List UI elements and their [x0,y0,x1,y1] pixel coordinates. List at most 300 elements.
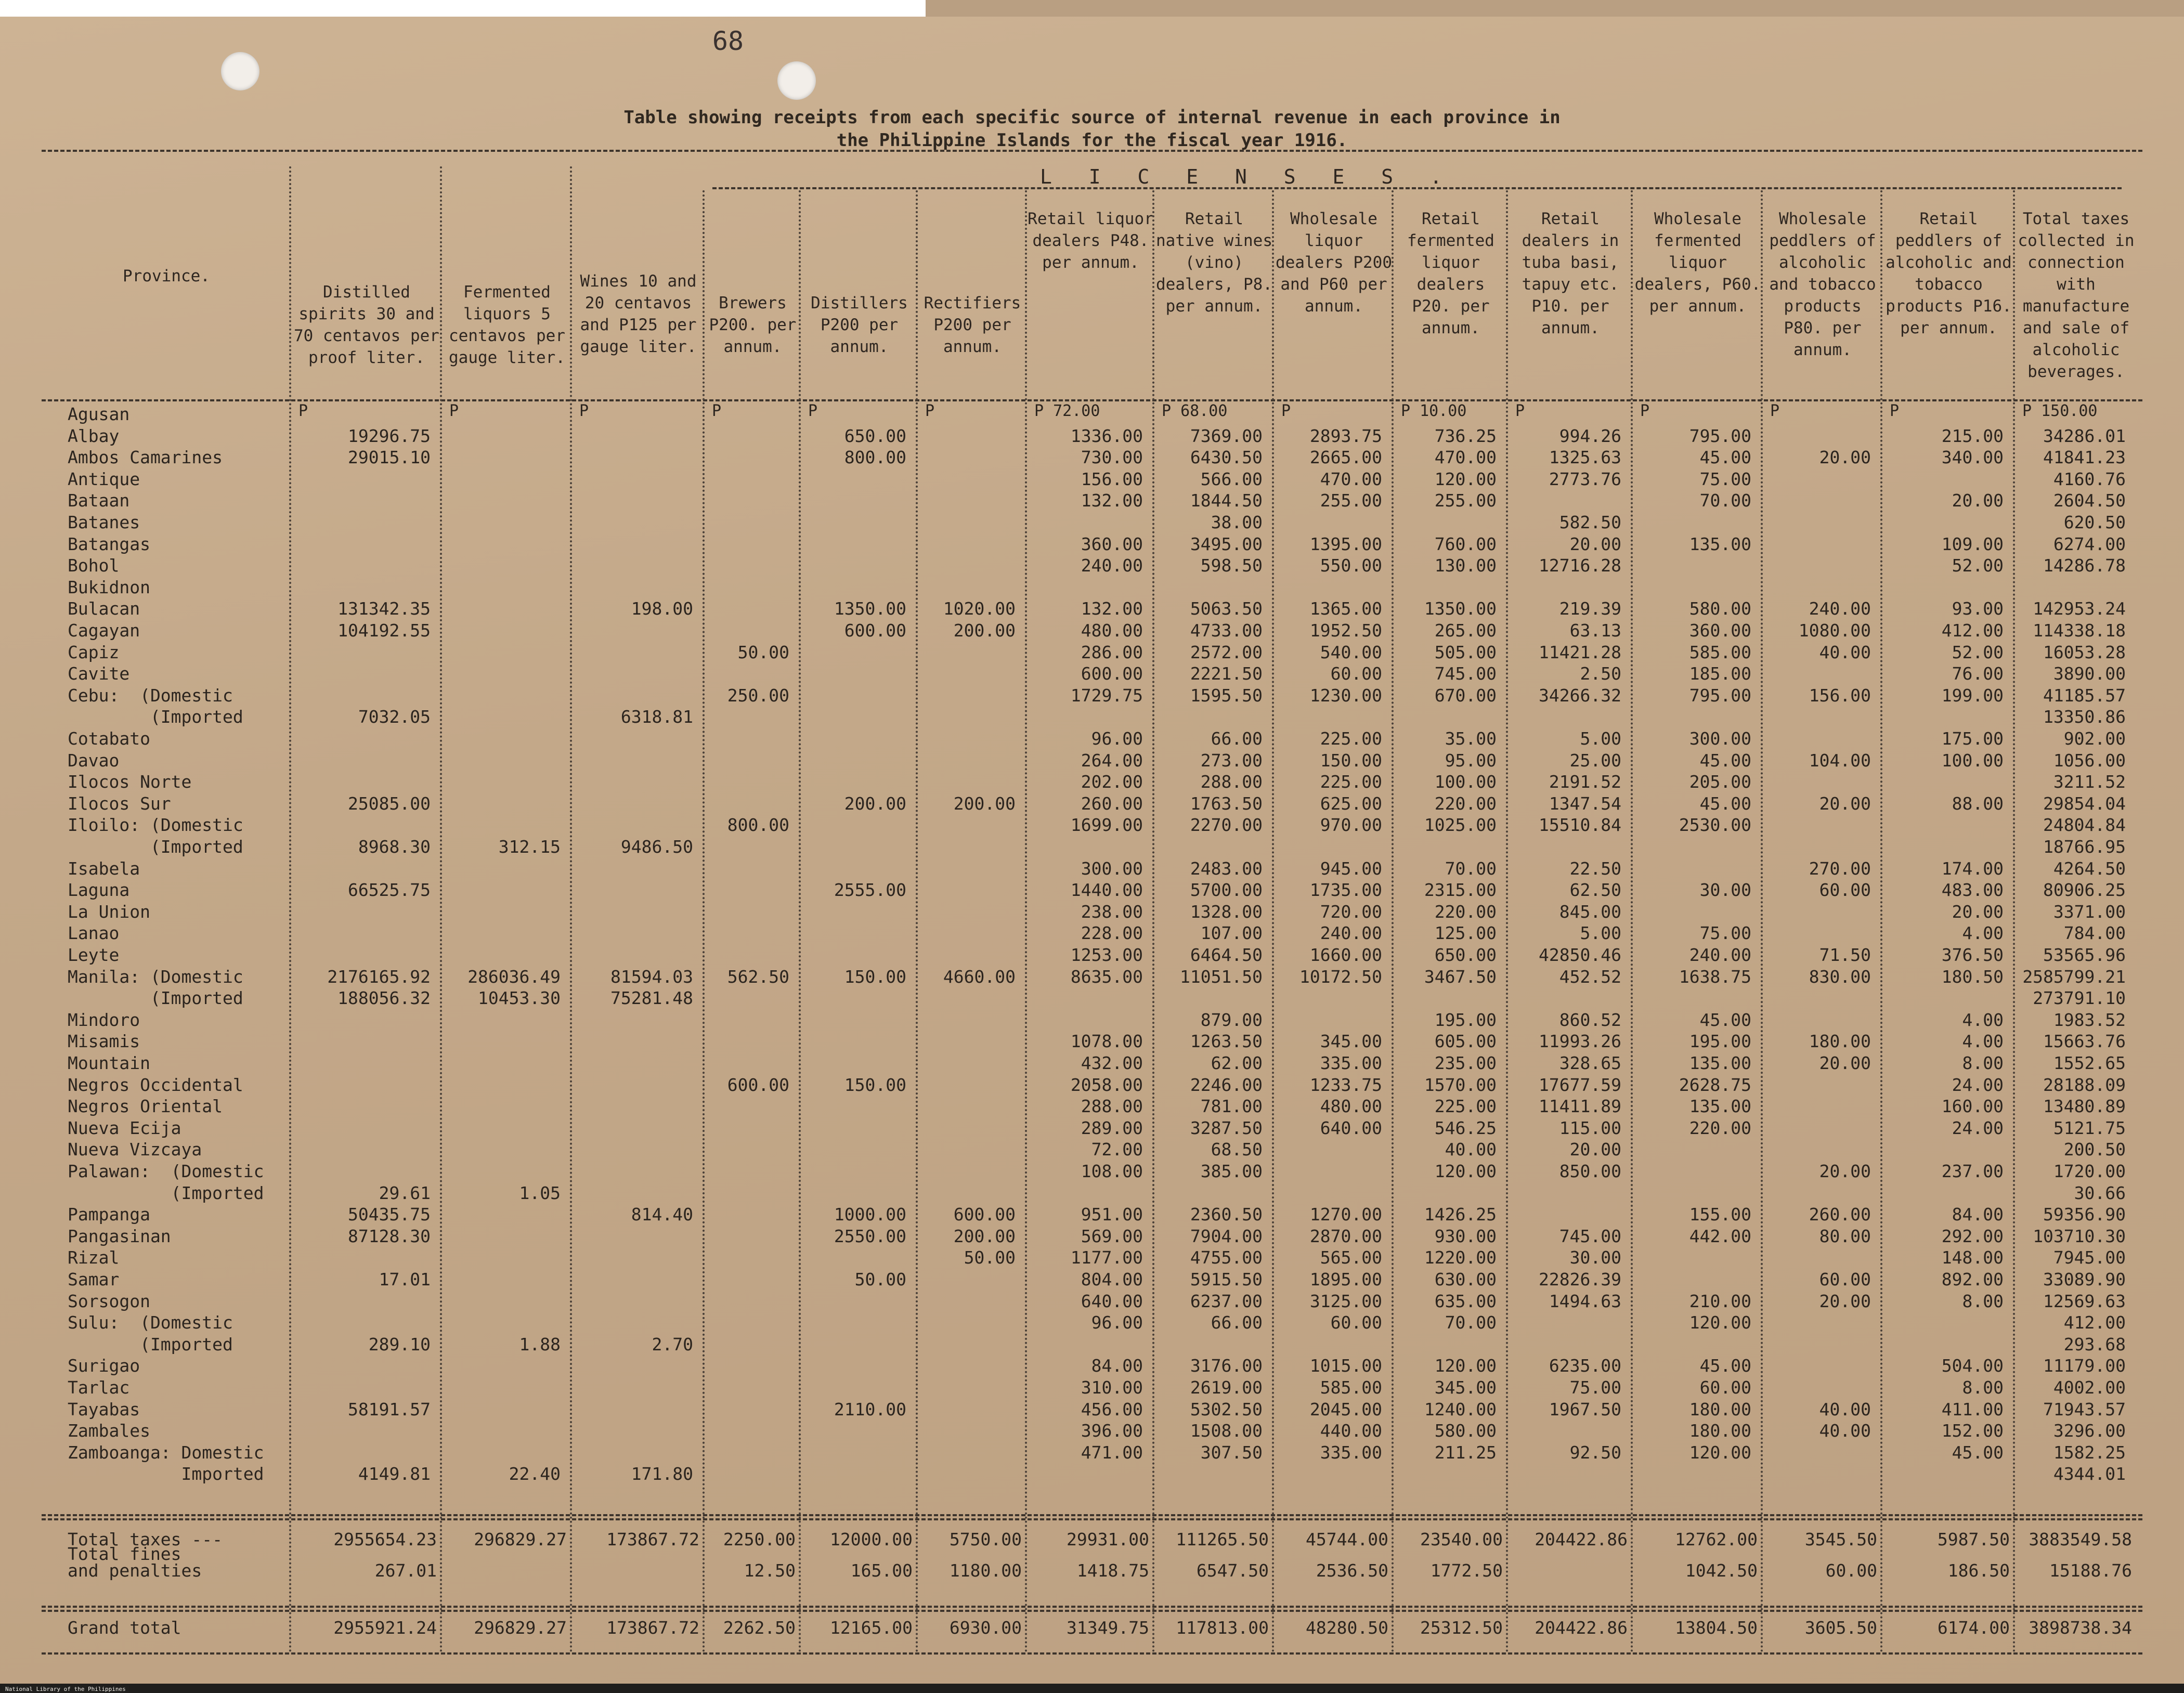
table-cell: 30.00 [1569,1247,1621,1268]
table-cell: 225.00 [1320,772,1382,792]
table-cell: 34286.01 [2043,425,2126,446]
table-cell: 52.00 [1952,642,2004,662]
rule-before-grand [42,1606,2142,1608]
table-cell: 215.00 [1941,425,2004,446]
table-cell: 814.40 [631,1204,693,1225]
column-header-11: Retail dealers in tuba basi, tapuy etc. P10. per annum. [1522,210,1619,337]
table-cell: 640.00 [1320,1117,1382,1138]
table-cell: 781.00 [1200,1096,1263,1117]
table-cell: 300.00 [1689,728,1751,749]
table-cell: 156.00 [1809,685,1871,706]
table-cell: 70.00 [1699,490,1751,511]
table-cell: 1763.50 [1190,793,1263,814]
peso-sign: P [925,402,935,420]
table-cell: 4.00 [1962,1031,2004,1052]
table-cell: 93.00 [1952,598,2004,619]
rule-before-grand-2 [42,1610,2142,1612]
table-cell: 879.00 [1200,1009,1263,1030]
total-fines-2-value: 2536.50 [1316,1560,1388,1581]
table-cell: 228.00 [1081,923,1143,944]
table-cell: 109.00 [1941,533,2004,554]
table-cell: 5915.50 [1190,1269,1263,1290]
total-fines-2-value: 1180.00 [949,1560,1022,1581]
table-cell: 328.65 [1559,1053,1621,1073]
table-cell: 312.15 [498,837,561,857]
table-cell: 1347.54 [1549,793,1621,814]
peso-sign: P [1515,402,1525,420]
table-cell: 81594.03 [610,966,693,987]
total-taxes-value: 3545.50 [1804,1529,1877,1549]
grand-total-value: 12165.00 [830,1618,913,1638]
province-name: Rizal [68,1247,120,1268]
table-cell: 1015.00 [1309,1356,1382,1376]
table-cell: 24.00 [1952,1117,2004,1138]
table-cell: 22.40 [509,1464,561,1484]
table-cell: 103710.30 [2033,1226,2126,1246]
province-name: Iloilo: (Domestic [68,815,243,836]
table-cell: 2246.00 [1190,1074,1263,1095]
grand-total-value: 173867.72 [606,1618,699,1638]
province-name: Batangas [68,533,150,554]
table-cell: 20.00 [1819,1053,1871,1073]
grand-total-value: 2955921.24 [333,1618,437,1638]
table-cell: 2221.50 [1190,663,1263,684]
table-cell: 142953.24 [2033,598,2126,619]
rule-bottom [42,1652,2142,1655]
column-header-13: Wholesale peddlers of alcoholic and tobacco products P80. per annum. [1769,210,1876,359]
table-cell: 131342.35 [337,598,431,619]
table-cell: 150.00 [844,1074,906,1095]
table-cell: 20.00 [1569,1139,1621,1160]
table-cell: 1426.25 [1424,1204,1497,1225]
table-cell: 29854.04 [2043,793,2126,814]
table-cell: 156.00 [1081,468,1143,489]
table-cell: 100.00 [1941,750,2004,771]
table-title-line2: the Philippine Islands for the fiscal year 1916. [836,130,1348,151]
table-cell: 6464.50 [1190,945,1263,965]
province-name: Imported [68,1464,264,1484]
peso-sign: P [1281,402,1291,420]
table-cell: 260.00 [1809,1204,1871,1225]
table-cell: 1660.00 [1309,945,1382,965]
table-cell: 22826.39 [1539,1269,1621,1290]
column-header-6: Rectifiers P200 per annum. [924,294,1021,356]
province-name: Davao [68,750,120,771]
table-cell: 15663.76 [2043,1031,2126,1052]
table-cell: 220.00 [1434,901,1497,922]
table-cell: 88.00 [1952,793,2004,814]
table-cell: 650.00 [844,425,906,446]
table-cell: 566.00 [1200,468,1263,489]
province-name: Nueva Vizcaya [68,1139,202,1160]
total-fines-2-value: 165.00 [850,1560,913,1581]
table-cell: 569.00 [1081,1226,1143,1246]
table-cell: 4733.00 [1190,620,1263,641]
table-cell: 40.00 [1445,1139,1497,1160]
total-fines-2-value: 1042.50 [1685,1560,1758,1581]
table-cell: 273791.10 [2033,988,2126,1009]
grand-total-value: 2262.50 [723,1618,796,1638]
table-cell: 22.50 [1569,858,1621,879]
table-cell: 200.00 [953,793,1016,814]
grand-total-value: 296829.27 [474,1618,567,1638]
table-cell: 345.00 [1320,1031,1382,1052]
table-cell: 1056.00 [2053,750,2126,771]
table-cell: 114338.18 [2033,620,2126,641]
total-taxes-value: 23540.00 [1420,1529,1503,1549]
column-header-15: Total taxes collected in connection with manufacture and sale of alcoholic beverages. [2018,210,2135,381]
table-cell: 1220.00 [1424,1247,1497,1268]
table-cell: 2360.50 [1190,1204,1263,1225]
table-cell: 4002.00 [2053,1377,2126,1398]
table-cell: 237.00 [1941,1161,2004,1181]
table-cell: 600.00 [953,1204,1016,1225]
table-cell: 412.00 [1941,620,2004,641]
peso-sign: P [1770,402,1780,420]
column-rule [570,166,572,1653]
table-cell: 150.00 [1320,750,1382,771]
table-cell: 41185.57 [2043,685,2126,706]
province-name: Ilocos Sur [68,793,171,814]
table-cell: 20.00 [1569,533,1621,554]
table-cell: 80906.25 [2043,880,2126,901]
table-cell: 720.00 [1320,901,1382,922]
table-cell: 8.00 [1962,1377,2004,1398]
table-cell: 1582.25 [2053,1442,2126,1463]
province-name: Palawan: (Domestic [68,1161,264,1181]
table-cell: 45.00 [1952,1442,2004,1463]
table-cell: 80.00 [1819,1226,1871,1246]
grand-total-value: 13804.50 [1675,1618,1758,1638]
table-cell: 1967.50 [1549,1399,1621,1419]
table-cell: 600.00 [727,1074,789,1095]
table-cell: 546.25 [1434,1117,1497,1138]
province-name: Mountain [68,1053,150,1073]
table-cell: 20.00 [1819,1291,1871,1311]
punch-hole [777,61,816,100]
table-cell: 104.00 [1809,750,1871,771]
table-cell: 210.00 [1689,1291,1751,1311]
table-cell: 845.00 [1559,901,1621,922]
table-cell: 292.00 [1941,1226,2004,1246]
column-header-10: Retail fermented liquor dealers P20. per annum. [1407,210,1494,337]
table-cell: 1240.00 [1424,1399,1497,1419]
table-cell: 16053.28 [2043,642,2126,662]
province-name: (Imported [68,1182,264,1203]
table-cell: 84.00 [1952,1204,2004,1225]
table-cell: 795.00 [1689,685,1751,706]
table-cell: 1595.50 [1190,685,1263,706]
table-cell: 185.00 [1689,663,1751,684]
table-cell: 100.00 [1434,772,1497,792]
table-cell: 71943.57 [2043,1399,2126,1419]
table-cell: 605.00 [1434,1031,1497,1052]
province-name: Tayabas [68,1399,140,1419]
table-cell: 1233.75 [1309,1074,1382,1095]
total-taxes-value: 29931.00 [1067,1529,1149,1549]
table-cell: 120.00 [1689,1442,1751,1463]
province-name: Cagayan [68,620,140,641]
table-cell: 4.00 [1962,923,2004,944]
table-cell: 68.50 [1211,1139,1263,1160]
column-header-0: Province. [123,267,210,285]
table-cell: 286036.49 [467,966,561,987]
province-name: Sulu: (Domestic [68,1312,233,1333]
total-fines-2-label: and penalties [68,1560,202,1581]
table-cell: 270.00 [1809,858,1871,879]
table-cell: 255.00 [1434,490,1497,511]
table-cell: 180.00 [1689,1421,1751,1441]
table-cell: 2483.00 [1190,858,1263,879]
rule-before-totals-2 [42,1518,2142,1520]
table-cell: 264.00 [1081,750,1143,771]
table-cell: 11411.89 [1539,1096,1621,1117]
table-cell: 11993.26 [1539,1031,1621,1052]
table-cell: 273.00 [1200,750,1263,771]
table-cell: 60.00 [1699,1377,1751,1398]
table-cell: 11051.50 [1180,966,1263,987]
province-name: Cavite [68,663,130,684]
table-cell: 1494.63 [1549,1291,1621,1311]
table-cell: 1729.75 [1070,685,1143,706]
table-cell: 29.61 [379,1182,431,1203]
punch-hole [221,52,259,90]
table-cell: 59356.90 [2043,1204,2126,1225]
table-cell: 20.00 [1819,447,1871,468]
table-cell: 75.00 [1699,923,1751,944]
table-cell: 440.00 [1320,1421,1382,1441]
table-cell: 62.00 [1211,1053,1263,1073]
province-name: Manila: (Domestic [68,966,243,987]
table-cell: 52.00 [1952,555,2004,576]
table-cell: 2045.00 [1309,1399,1382,1419]
table-cell: 600.00 [1081,663,1143,684]
province-name: Ambos Camarines [68,447,223,468]
table-cell: 1720.00 [2053,1161,2126,1181]
table-cell: 175.00 [1941,728,2004,749]
table-cell: 5121.75 [2053,1117,2126,1138]
table-cell: 50.00 [854,1269,906,1290]
table-cell: 598.50 [1200,555,1263,576]
table-cell: 580.00 [1689,598,1751,619]
total-fines-2-value: 12.50 [744,1560,796,1581]
table-cell: 902.00 [2063,728,2126,749]
table-cell: 945.00 [1320,858,1382,879]
column-rule [289,166,291,1653]
province-name: Lanao [68,923,120,944]
table-cell: 160.00 [1941,1096,2004,1117]
table-cell: 2585799.21 [2022,966,2126,987]
province-name: Isabela [68,858,140,879]
table-cell: 1177.00 [1070,1247,1143,1268]
column-rule [916,190,918,1653]
province-name: Misamis [68,1031,140,1052]
table-cell: 9486.50 [620,837,693,857]
table-cell: 130.00 [1434,555,1497,576]
table-cell: 442.00 [1689,1226,1751,1246]
table-cell: 376.50 [1941,945,2004,965]
table-cell: 120.00 [1434,1356,1497,1376]
table-cell: 1230.00 [1309,685,1382,706]
column-header-4: Brewers P200. per annum. [709,294,797,356]
grand-total-value: 3605.50 [1804,1618,1877,1638]
table-cell: 45.00 [1699,1009,1751,1030]
table-cell: 95.00 [1445,750,1497,771]
table-cell: 7945.00 [2053,1247,2126,1268]
column-header-8: Retail native wines (vino) dealers, P8. per annum. [1156,210,1272,316]
table-cell: 240.00 [1809,598,1871,619]
table-cell: 1508.00 [1190,1421,1263,1441]
table-cell: 670.00 [1434,685,1497,706]
table-cell: 132.00 [1081,490,1143,511]
grand-total-value: 117813.00 [1176,1618,1269,1638]
table-cell: 3890.00 [2053,663,2126,684]
table-cell: 580.00 [1434,1421,1497,1441]
table-cell: 600.00 [844,620,906,641]
table-cell: 730.00 [1081,447,1143,468]
table-title-line1: Table showing receipts from each specific source of internal revenue in each province in [623,107,1561,128]
table-cell: 585.00 [1320,1377,1382,1398]
table-cell: 1638.75 [1679,966,1751,987]
total-taxes-value: 204422.86 [1535,1529,1628,1549]
table-cell: 180.50 [1941,966,2004,987]
table-cell: 289.00 [1081,1117,1143,1138]
table-cell: 30.00 [1699,880,1751,901]
table-cell: 2.70 [652,1334,693,1355]
table-cell: 345.00 [1434,1377,1497,1398]
table-cell: 250.00 [727,685,789,706]
table-cell: 1270.00 [1309,1204,1382,1225]
table-cell: 1952.50 [1309,620,1382,641]
table-cell: 92.50 [1569,1442,1621,1463]
table-cell: 830.00 [1809,966,1871,987]
table-cell: 50.00 [737,642,789,662]
table-cell: 107.00 [1200,923,1263,944]
province-name: Tarlac [68,1377,130,1398]
province-name: (Imported [68,837,243,857]
table-cell: 188056.32 [337,988,431,1009]
table-cell: 550.00 [1320,555,1382,576]
table-cell: 1253.00 [1070,945,1143,965]
table-cell: 19296.75 [348,425,431,446]
table-cell: 150.00 [844,966,906,987]
table-cell: 745.00 [1559,1226,1621,1246]
table-cell: 800.00 [727,815,789,836]
table-cell: 18766.95 [2043,837,2126,857]
table-cell: 307.50 [1200,1442,1263,1463]
table-cell: 60.00 [1330,1312,1382,1333]
total-taxes-value: 2955654.23 [333,1529,437,1549]
column-rule [799,190,801,1653]
table-cell: 148.00 [1941,1247,2004,1268]
province-name: Negros Occidental [68,1074,243,1095]
table-cell: 195.00 [1434,1009,1497,1030]
grand-total-value: 6930.00 [949,1618,1022,1638]
table-cell: 385.00 [1200,1161,1263,1181]
table-cell: 45.00 [1699,793,1751,814]
table-cell: 60.00 [1330,663,1382,684]
table-cell: 2191.52 [1549,772,1621,792]
table-cell: 585.00 [1689,642,1751,662]
table-cell: 38.00 [1211,512,1263,532]
table-cell: 62.50 [1569,880,1621,901]
table-cell: 2110.00 [834,1399,906,1419]
table-cell: 970.00 [1320,815,1382,836]
table-cell: 87128.30 [348,1226,431,1246]
table-cell: 4264.50 [2053,858,2126,879]
table-cell: 115.00 [1559,1117,1621,1138]
table-cell: 7369.00 [1190,425,1263,446]
table-cell: 505.00 [1434,642,1497,662]
table-cell: 2176165.92 [327,966,431,987]
province-name: Pangasinan [68,1226,171,1246]
table-cell: 8.00 [1962,1053,2004,1073]
table-cell: 504.00 [1941,1356,2004,1376]
province-name: Batanes [68,512,140,532]
total-fines-2-value: 1418.75 [1076,1560,1149,1581]
table-cell: 20.00 [1819,1161,1871,1181]
table-cell: 76.00 [1952,663,2004,684]
table-cell: 40.00 [1819,1421,1871,1441]
total-taxes-value: 173867.72 [606,1529,699,1549]
scan-bottom-strip [0,1684,2184,1693]
table-cell: 1895.00 [1309,1269,1382,1290]
table-cell: 20.00 [1952,490,2004,511]
table-cell: 72.00 [1091,1139,1143,1160]
grand-total-value: 48280.50 [1306,1618,1388,1638]
province-name: Leyte [68,945,120,965]
province-name: Pampanga [68,1204,150,1225]
table-cell: 2530.00 [1679,815,1751,836]
table-cell: 25.00 [1569,750,1621,771]
table-cell: 96.00 [1091,1312,1143,1333]
table-cell: 2665.00 [1309,447,1382,468]
table-cell: 5700.00 [1190,880,1263,901]
table-cell: 620.50 [2063,512,2126,532]
table-cell: 335.00 [1320,1053,1382,1073]
total-fines-label: Total fines [68,1544,181,1564]
table-cell: 456.00 [1081,1399,1143,1419]
table-cell: 195.00 [1689,1031,1751,1052]
table-cell: 1699.00 [1070,815,1143,836]
table-cell: 480.00 [1320,1096,1382,1117]
grand-total-value: 31349.75 [1067,1618,1149,1638]
table-cell: 4755.00 [1190,1247,1263,1268]
table-cell: 135.00 [1689,533,1751,554]
table-cell: 235.00 [1434,1053,1497,1073]
total-taxes-value: 111265.50 [1176,1529,1269,1549]
table-cell: 288.00 [1081,1096,1143,1117]
table-cell: 5063.50 [1190,598,1263,619]
table-cell: 135.00 [1689,1096,1751,1117]
province-name: Albay [68,425,120,446]
table-cell: 41841.23 [2043,447,2126,468]
table-cell: 180.00 [1689,1399,1751,1419]
table-cell: 2270.00 [1190,815,1263,836]
province-name: Antique [68,468,140,489]
table-cell: 3287.50 [1190,1117,1263,1138]
table-cell: 795.00 [1689,425,1751,446]
column-rule [440,166,442,1653]
grand-total-value: 3898738.34 [2029,1618,2132,1638]
licenses-heading: L I C E N S E S . [1040,165,1454,188]
table-cell: 45.00 [1699,447,1751,468]
table-cell: 240.00 [1081,555,1143,576]
table-cell: 66.00 [1211,1312,1263,1333]
table-cell: 20.00 [1952,901,2004,922]
rule-top [42,150,2142,152]
table-cell: 225.00 [1320,728,1382,749]
